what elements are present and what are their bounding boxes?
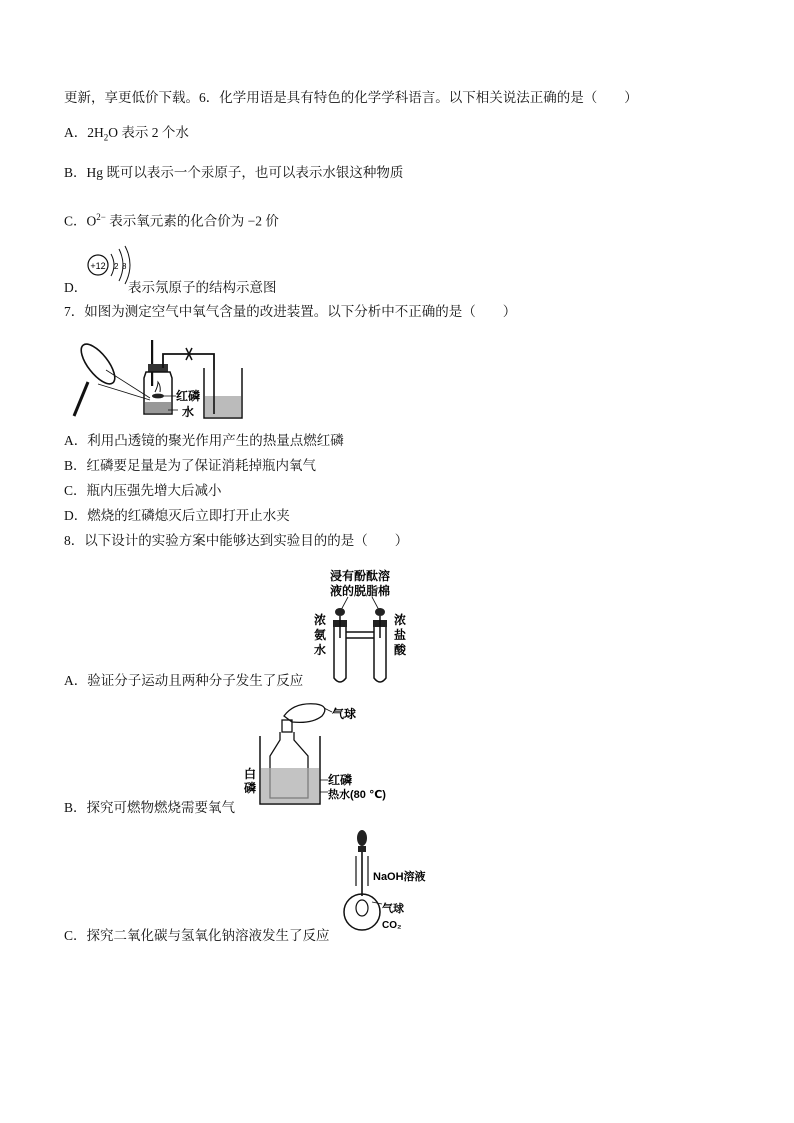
fig-c-label-balloon: 气球: [382, 903, 404, 915]
fig-b-label-red-p: 红磷: [328, 773, 353, 787]
combustion-figure: [244, 700, 386, 812]
q7-stem: 7．如图为测定空气中氧气含量的改进装置。以下分析中不正确的是（ ）: [64, 304, 517, 319]
oxygen-apparatus-figure: [68, 330, 252, 422]
fig-c-label-naoh: NaOH溶液: [373, 871, 426, 883]
q8-option-a: A．验证分子运动且两种分子发生了反应: [64, 673, 304, 688]
fig-a-right-1: 浓: [394, 613, 407, 627]
atom-structure-diagram: [86, 246, 146, 290]
label-red-phosphorus: 红磷: [176, 389, 201, 403]
q7-option-c: C．瓶内压强先增大后减小: [64, 483, 222, 498]
q8-stem: 8．以下设计的实验方案中能够达到实验目的的是（ ）: [64, 533, 409, 548]
fig-a-left-3: 水: [314, 643, 327, 657]
molecule-movement-figure: [308, 568, 412, 688]
q6-option-c: C．$O^{2-}$ 表示氧元素的化合价为 −2 价: [64, 212, 279, 229]
q7-option-d: D．燃烧的红磷熄灭后立即打开止水夹: [64, 508, 290, 523]
fig-b-label-balloon: 气球: [332, 707, 357, 721]
q6-stem: 更新，享更低价下载。6．化学用语是具有特色的化学学科语言。以下相关说法正确的是（ ）: [64, 90, 638, 105]
fig-a-right-2: 盐: [394, 628, 407, 642]
fig-a-left-1: 浓: [314, 613, 327, 627]
shell1-electrons: 2: [114, 262, 119, 271]
fig-b-label-white-p-1: 白: [244, 767, 257, 781]
q6-option-d-label: D．: [64, 280, 88, 295]
fig-a-label-top2: 液的脱脂棉: [329, 584, 391, 598]
q7-option-a: A．利用凸透镜的聚光作用产生的热量点燃红磷: [64, 433, 344, 448]
q8-option-b: B．探究可燃物燃烧需要氧气: [64, 800, 236, 815]
q8-option-c: C．探究二氧化碳与氢氧化钠溶液发生了反应: [64, 928, 330, 943]
q6-option-b: B．Hg 既可以表示一个汞原子，也可以表示水银这种物质: [64, 165, 404, 180]
fig-b-label-white-p-2: 磷: [244, 781, 257, 795]
co2-naoh-figure: [340, 824, 440, 944]
fig-a-right-3: 酸: [394, 643, 407, 657]
label-water: 水: [182, 405, 195, 419]
q6-option-a: A．$2H_2O$ 表示 2 个水: [64, 125, 189, 143]
nucleus-charge: +12: [90, 261, 106, 271]
shell2-electrons: 8: [122, 262, 127, 271]
fig-c-label-co2: CO₂: [382, 920, 402, 931]
fig-a-left-2: 氨: [314, 628, 327, 642]
q6-option-d-text: 表示氖原子的结构示意图: [128, 280, 277, 295]
fig-b-label-hot-water: 热水(80 ℃): [328, 789, 386, 801]
q7-option-b: B．红磷要足量是为了保证消耗掉瓶内氧气: [64, 458, 317, 473]
fig-a-label-top1: 浸有酚酞溶: [329, 569, 391, 583]
